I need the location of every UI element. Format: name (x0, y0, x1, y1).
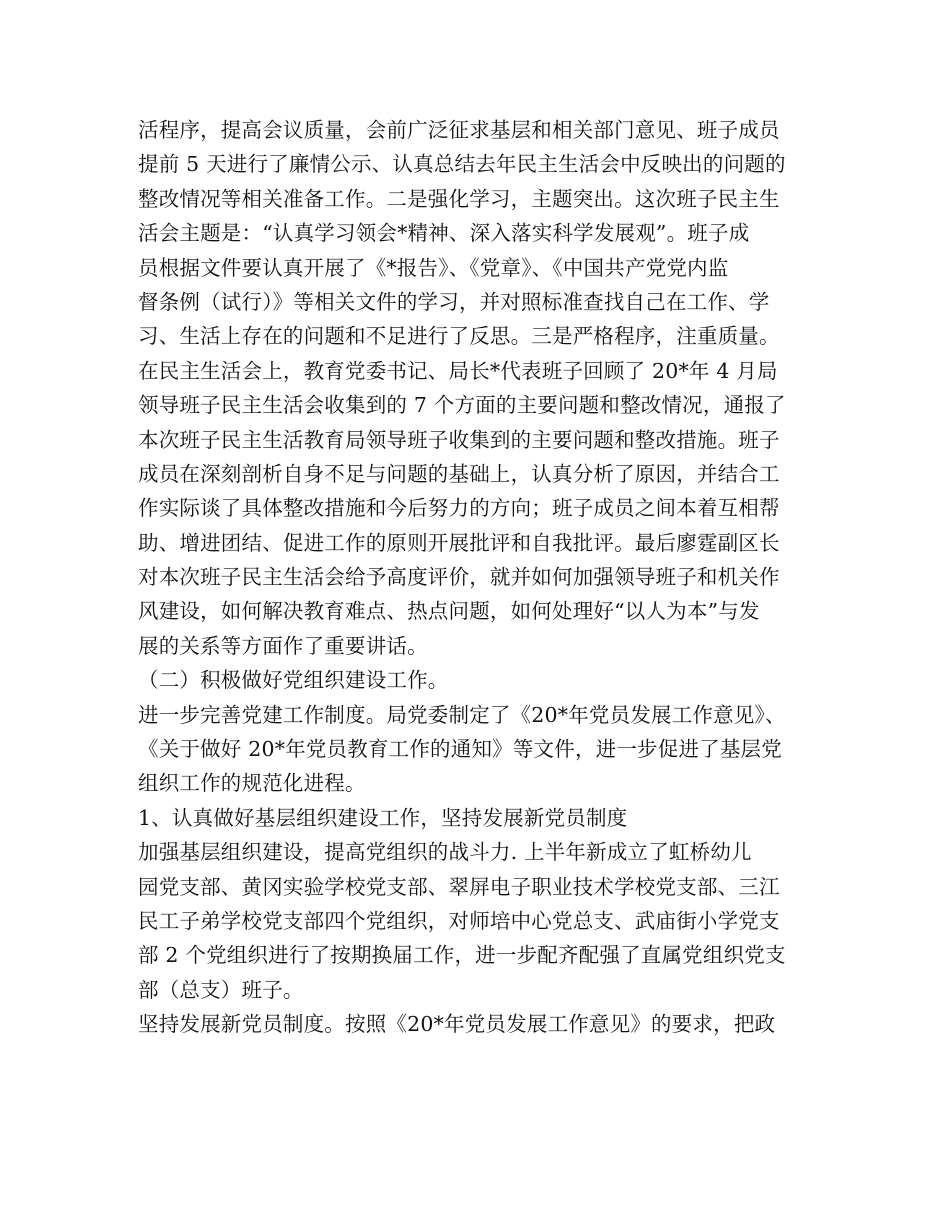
text-line: 部 2 个党组织进行了按期换届工作，进一步配齐配强了直属党组织党支 (138, 943, 786, 968)
text-line: 民工子弟学校党支部四个党组织，对师培中心党总支、武庙街小学党支 (138, 908, 780, 933)
text-line: 提前 5 天进行了廉情公示、认真总结去年民主生活会中反映出的问题的 (138, 152, 786, 177)
document-body (138, 113, 828, 1042)
text-line: 助、增进团结、促进工作的原则开展批评和自我批评。最后廖霆副区长 (138, 530, 780, 555)
section-heading: （二）积极做好党组织建设工作。 (138, 668, 449, 693)
text-line: 整改情况等相关准备工作。二是强化学习，主题突出。这次班子民主生 (138, 186, 780, 211)
text-line: 对本次班子民主生活会给予高度评价，就并如何加强领导班子和机关作 (138, 565, 780, 590)
text-line: 加强基层组织建设，提高党组织的战斗力. 上半年新成立了虹桥幼儿 (138, 840, 752, 865)
text-line: 员根据文件要认真开展了《*报告》、《党章》、《中国共产党党内监 (138, 255, 729, 280)
text-line: 部（总支）班子。 (138, 977, 304, 1002)
subsection-heading: 1、认真做好基层组织建设工作，坚持发展新党员制度 (138, 805, 628, 830)
text-line: 领导班子民主生活会收集到的 7 个方面的主要问题和整改情况，通报了 (138, 393, 786, 418)
text-line: 本次班子民主生活教育局领导班子收集到的主要问题和整改措施。班子 (138, 427, 780, 452)
text-line: 园党支部、黄冈实验学校党支部、翠屏电子职业技术学校党支部、三江 (138, 874, 780, 899)
text-line: 《关于做好 20*年党员教育工作的通知》等文件，进一步促进了基层党 (138, 737, 782, 762)
text-line: 坚持发展新党员制度。按照《20*年党员发展工作意见》的要求，把政 (138, 1012, 776, 1037)
text-line: 展的关系等方面作了重要讲话。 (138, 633, 428, 658)
text-line: 进一步完善党建工作制度。局党委制定了《20*年党员发展工作意见》、 (138, 702, 786, 727)
text-line: 活会主题是：“认真学习领会*精神、深入落实科学发展观”。班子成 (138, 221, 750, 246)
text-line: 习、生活上存在的问题和不足进行了反思。三是严格程序，注重质量。 (138, 324, 780, 349)
text-line: 作实际谈了具体整改措施和今后努力的方向；班子成员之间本着互相帮 (138, 496, 780, 521)
text-line: 在民主生活会上，教育党委书记、局长*代表班子回顾了 20*年 4 月局 (138, 358, 778, 383)
text-line: 风建设，如何解决教育难点、热点问题，如何处理好“以人为本”与发 (138, 599, 760, 624)
text-line: 活程序，提高会议质量，会前广泛征求基层和相关部门意见、班子成员 (138, 118, 780, 142)
text-line: 督条例（试行）》等相关文件的学习，并对照标准查找自己在工作、学 (138, 289, 770, 314)
text-line: 成员在深刻剖析自身不足与问题的基础上，认真分析了原因，并结合工 (138, 461, 780, 486)
text-line: 组织工作的规范化进程。 (138, 771, 366, 796)
